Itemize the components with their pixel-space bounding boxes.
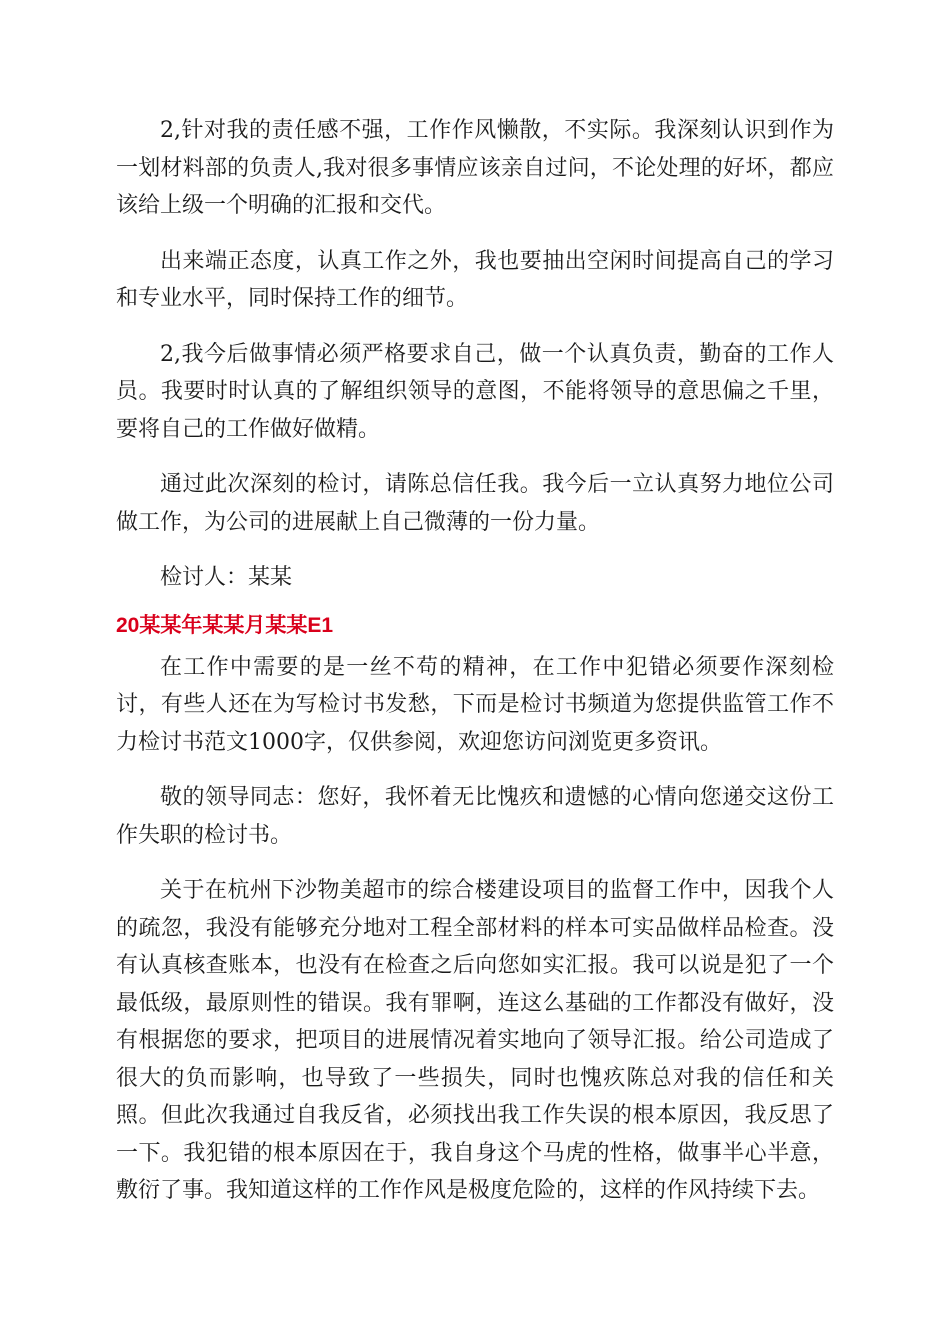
paragraph-conclusion: 通过此次深刻的检讨，请陈总信任我。我今后一立认真努力地位公司做工作，为公司的进展献上自己微薄的一份力量。 [116,472,834,535]
paragraph-attitude: 出来端正态度，认真工作之外，我也要抽出空闲时间提高自己的学习和专业水平，同时保持工作的细节。 [116,248,834,311]
paragraph-main-body: 关于在杭州下沙物美超市的综合楼建设项目的监督工作中，因我个人的疏忽，我没有能够充分地对工程全部材料的样本可实品做样品检查。没有认真核查账本，也没有在检查之后向您如实汇报。我可以说是犯了一个最低级，最原则性的错误。我有罪啊，连这么基础的工作都没有做好，没有根据您的要求，把项目的进展情况着实地向了领导汇报。给公司造成了很大的负而影响，也导致了一些损失，同时也愧疚陈总对我的信任和关照。但此次我通过自我反省，必须找出我工作失误的根本原因，我反思了一下。我犯错的根本原因在于，我自身这个马虎的性格，做事半心半意，敷衍了事。我知道这样的工作作风是极度危险的，这样的作风持续下去。 [116,878,834,1203]
paragraph-intro: 在工作中需要的是一丝不苟的精神，在工作中犯错必须要作深刻检讨，有些人还在为写检讨书发愁，下而是检讨书频道为您提供监管工作不力检讨书范文1000字，仅供参阅，欢迎您访问浏览更多资讯。 [116,654,834,755]
paragraph-responsibility: 2,针对我的责任感不强，工作作风懒散，不实际。我深刻认识到作为一划材料部的负责人,我对很多事情应该亲自过问，不论处理的好坏，都应该给上级一个明确的汇报和交代。 [116,118,834,218]
paragraph-strict-requirements: 2,我今后做事情必须严格要求自己，做一个认真负责，勤奋的工作人员。我要时时认真的了解组织领导的意图，不能将领导的意思偏之千里，要将自己的工作做好做精。 [116,341,834,442]
paragraph-greeting: 敬的领导同志：您好，我怀着无比愧疚和遗憾的心情向您递交这份工作失职的检讨书。 [116,785,834,848]
signature-line: 检讨人：某某 [160,565,293,590]
document-page [116,112,834,1228]
section-heading: 20某某年某某月某某E1 [116,613,334,637]
